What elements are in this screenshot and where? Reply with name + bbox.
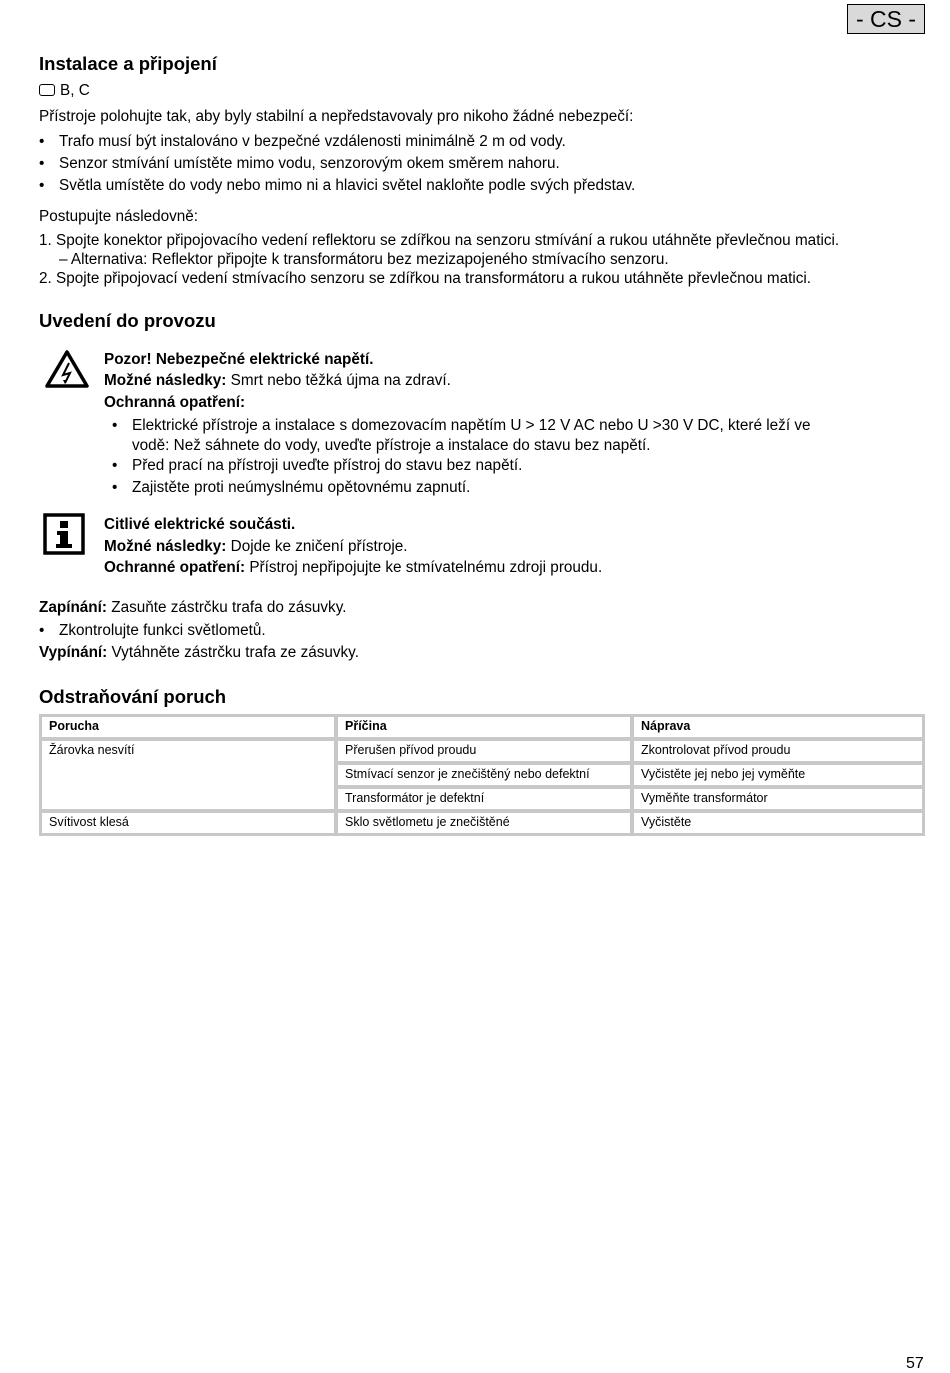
warning-consequence: Možné následky: Smrt nebo těžká újma na zdraví. bbox=[104, 372, 451, 389]
table-header-row bbox=[41, 716, 923, 738]
table-cell: Zkontrolovat přívod proudu bbox=[633, 740, 923, 762]
table-cell: Vyměňte transformátor bbox=[633, 788, 923, 810]
section-title-troubleshooting: Odstraňování poruch bbox=[39, 686, 227, 707]
high-voltage-warning-icon bbox=[44, 349, 90, 389]
installation-intro: Přístroje polohujte tak, aby byly stabilní a nepředstavovaly pro nikoho žádné nebezpečí: bbox=[39, 108, 634, 125]
table-cell: Vyčistěte bbox=[633, 812, 923, 834]
step-alternative: – Alternativa: Reflektor připojte k transformátoru bez mezizapojeného stmívacího senzoru. bbox=[59, 251, 669, 268]
warning-measures-label: Ochranná opatření: bbox=[104, 394, 246, 411]
section-title-installation: Instalace a připojení bbox=[39, 53, 217, 74]
step-2: 2. Spojte připojovací vedení stmívacího senzoru se zdířkou na transformátoru a rukou utáhněte převlečnou matici. bbox=[39, 270, 812, 287]
notice-heading: Citlivé elektrické součásti. bbox=[104, 516, 296, 533]
table-row bbox=[41, 812, 923, 834]
troubleshooting-table bbox=[39, 714, 925, 836]
table-cell: Stmívací senzor je znečištěný nebo defektní bbox=[337, 764, 631, 786]
table-cell: Vyčistěte jej nebo jej vyměňte bbox=[633, 764, 923, 786]
list-item: • Trafo musí být instalováno v bezpečné vzdálenosti minimálně 2 m od vody. bbox=[39, 133, 566, 150]
notice-measures: Ochranné opatření: Přístroj nepřipojujte ke stmívatelnému zdroji proudu. bbox=[104, 559, 603, 576]
list-item: • Zajistěte proti neúmyslnému opětovnému zapnutí. bbox=[112, 479, 471, 496]
column-header: Porucha bbox=[41, 716, 335, 738]
table-cell: Svítivost klesá bbox=[41, 812, 335, 834]
table-cell: Žárovka nesvítí bbox=[41, 740, 335, 810]
table-cell: Sklo světlometu je znečištěné bbox=[337, 812, 631, 834]
table-cell: Přerušen přívod proudu bbox=[337, 740, 631, 762]
switch-off-instruction: Vypínání: Vytáhněte zástrčku trafa ze zásuvky. bbox=[39, 644, 359, 661]
warning-heading: Pozor! Nebezpečné elektrické napětí. bbox=[104, 351, 374, 368]
list-item: • Před prací na přístroji uveďte přístroj do stavu bez napětí. bbox=[112, 457, 523, 474]
list-item: • Zkontrolujte funkci světlometů. bbox=[39, 622, 266, 639]
column-header: Náprava bbox=[633, 716, 923, 738]
figure-ref-icon bbox=[39, 84, 55, 96]
step-1: 1. Spojte konektor připojovacího vedení reflektoru se zdířkou na senzoru stmívání a rukou utáhněte převlečnou matici. bbox=[39, 232, 840, 249]
section-title-operation: Uvedení do provozu bbox=[39, 310, 216, 331]
list-item: • Elektrické přístroje a instalace s domezovacím napětím U > 12 V AC nebo U >30 V DC, které leží ve bbox=[112, 417, 811, 434]
switch-on-instruction: Zapínání: Zasuňte zástrčku trafa do zásuvky. bbox=[39, 599, 347, 616]
figure-reference: B, C bbox=[39, 81, 90, 101]
list-item: • Světla umístěte do vody nebo mimo ni a hlavici světel nakloňte podle svých představ. bbox=[39, 177, 636, 194]
table-cell: Transformátor je defektní bbox=[337, 788, 631, 810]
list-item: • Senzor stmívání umístěte mimo vodu, senzorovým okem směrem nahoru. bbox=[39, 155, 560, 172]
table-row bbox=[41, 740, 923, 762]
info-icon bbox=[43, 513, 85, 555]
page-number: 57 bbox=[906, 1355, 924, 1372]
language-tag: - CS - bbox=[847, 4, 925, 34]
notice-consequence: Možné následky: Dojde ke zničení přístroje. bbox=[104, 538, 408, 555]
column-header: Příčina bbox=[337, 716, 631, 738]
list-item-continuation: vodě: Než sáhnete do vody, uveďte přístroje a instalace do stavu bez napětí. bbox=[132, 437, 651, 454]
procedure-label: Postupujte následovně: bbox=[39, 208, 199, 225]
